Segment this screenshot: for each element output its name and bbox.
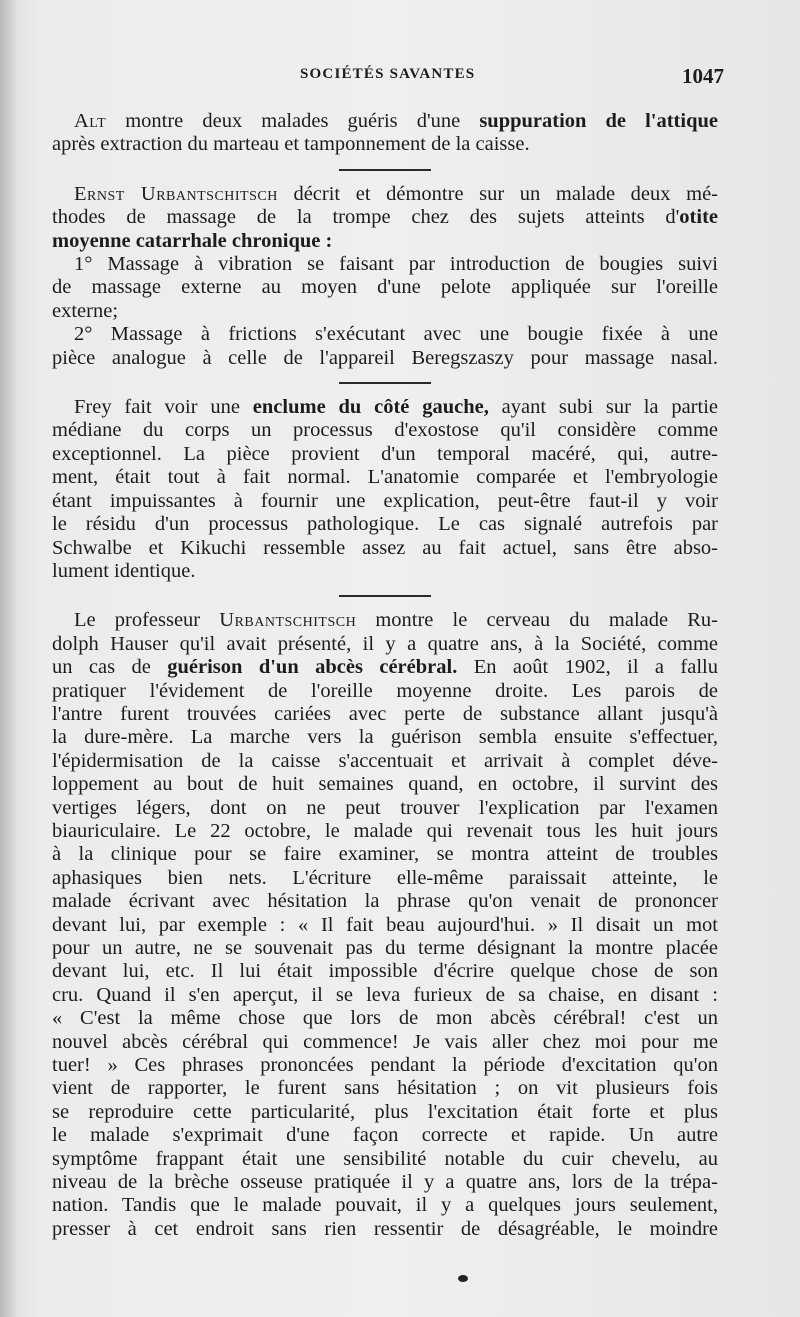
- text-line: vient de rapporter, le furent sans hésitation ; on vit plusieurs fois: [52, 1077, 718, 1100]
- text-line: nouvel abcès cérébral qui commence! Je vais aller chez moi pour me: [52, 1030, 718, 1053]
- text-line: [52, 206, 718, 229]
- paragraph-urbantschitsch-abces: [52, 609, 718, 1241]
- text-line: [52, 183, 718, 206]
- author-name: Alt: [74, 110, 107, 132]
- separator-rule: [339, 169, 431, 171]
- text-line: symptôme frappant était une sensibilité notable du cuir chevelu, au: [52, 1147, 718, 1170]
- text-line: le malade s'exprimait d'une façon correcte et rapide. Un autre: [52, 1124, 718, 1147]
- text-run: décrit et démontre sur un malade deux mé-: [277, 182, 719, 205]
- text-line: pièce analogue à celle de l'appareil Beregszaszy pour massage nasal.: [52, 346, 718, 369]
- text-line: devant lui, etc. Il lui était impossible d'écrire quelque chose de son: [52, 960, 718, 983]
- text-line: pour un autre, ne se souvenait pas du terme désignant la montre placée: [52, 937, 718, 959]
- text-line: pratiquer l'évidement de l'oreille moyenne droite. Les parois de: [52, 679, 718, 702]
- paragraph-massage-1: [52, 253, 718, 323]
- text-line: l'antre furent trouvées cariées avec perte de substance allant jusqu'à: [52, 702, 718, 725]
- text-line: à la clinique pour se faire examiner, se montra atteint de troubles: [52, 843, 718, 866]
- keyword-bold: suppuration de l'attique: [479, 110, 718, 132]
- text-line: se reproduire cette particularité, plus l'excitation était forte et plus: [52, 1100, 718, 1123]
- page-header: [0, 64, 800, 90]
- keyword-bold: enclume du côté gauche,: [252, 396, 489, 419]
- text-line: exceptionnel. La pièce provient d'un temporal macéré, qui, autre-: [52, 442, 718, 465]
- text-line: le résidu d'un processus pathologique. Le cas signalé autrefois par: [52, 513, 718, 536]
- text-line: niveau de la brèche osseuse pratiquée il y a quatre ans, lors de la trépa-: [52, 1171, 718, 1194]
- text-line: après extraction du marteau et tamponnement de la caisse.: [52, 133, 530, 156]
- text-line: tuer! » Ces phrases prononcées pendant la période d'excitation qu'on: [52, 1054, 718, 1077]
- text-line: lument identique.: [52, 559, 196, 582]
- text-line: [52, 656, 718, 679]
- text-line: dolph Hauser qu'il avait présenté, il y a quatre ans, à la Société, comme: [52, 632, 718, 655]
- text-line: « C'est la même chose que lors de mon abcès cérébral! c'est un: [52, 1007, 718, 1030]
- text-run: ayant subi sur la partie: [488, 396, 718, 419]
- text-run: En août 1902, il a fallu: [457, 656, 718, 679]
- text-line: l'épidermisation de la caisse s'accentuait et arrivait à complet déve-: [52, 749, 718, 772]
- author-name: Ernst Urbantschitsch: [74, 182, 278, 205]
- keyword-bold: otite: [679, 206, 718, 229]
- separator-rule: [339, 382, 431, 384]
- text-line: [52, 110, 718, 133]
- text-line: nation. Tandis que le malade pouvait, il y a quelques jours seulement,: [52, 1194, 718, 1217]
- text-line: 2° Massage à frictions s'exécutant avec une bougie fixée à une: [74, 323, 718, 346]
- separator-rule: [339, 595, 431, 597]
- text-line: la dure-mère. La marche vers la guérison sembla ensuite s'effectuer,: [52, 726, 718, 749]
- text-line: moyenne catarrhale chronique :: [52, 229, 333, 252]
- text-run: Le professeur: [74, 609, 220, 632]
- text-line: de massage externe au moyen d'une pelote appliquée sur l'oreille: [52, 276, 718, 299]
- text-line: vertiges légers, dont on ne peut trouver l'explication par l'examen: [52, 796, 718, 819]
- text-line: Schwalbe et Kikuchi ressemble assez au fait actuel, sans être abso-: [52, 536, 718, 559]
- text-run: thodes de massage de la trompe chez des sujets atteints d': [52, 206, 680, 229]
- text-column: [52, 110, 718, 1241]
- text-line: médiane du corps un processus d'exostose qu'il considère comme: [52, 419, 718, 442]
- text-line: devant lui, par exemple : « Il fait beau aujourd'hui. » Il disait un mot: [52, 913, 718, 936]
- paragraph-massage-2: [52, 323, 718, 370]
- paragraph-urbantschitsch-massage: [52, 183, 718, 253]
- text-line: aphasiques bien nets. L'écriture elle-même paraissait atteinte, le: [52, 866, 718, 889]
- text-run: un cas de: [52, 656, 168, 679]
- text-line: malade écrivant avec hésitation la phrase qu'on venait de prononcer: [52, 890, 718, 913]
- text-run: montre le cerveau du malade Ru-: [356, 609, 718, 632]
- text-run: montre deux malades guéris d'une: [106, 110, 480, 132]
- text-line: 1° Massage à vibration se faisant par introduction de bougies suivi: [74, 253, 718, 276]
- page-gutter-shadow: [0, 0, 18, 1317]
- text-line: [52, 609, 718, 632]
- text-line: cru. Quand il s'en aperçut, il se leva furieux de sa chaise, en disant :: [52, 983, 718, 1006]
- text-line: étant impuissantes à fournir une explication, peut-être faut-il y voir: [52, 489, 718, 512]
- text-line: ment, était tout à fait normal. L'anatomie comparée et l'embryologie: [52, 466, 718, 489]
- keyword-bold: guérison d'un abcès cérébral.: [167, 656, 458, 679]
- text-line: presser à cet endroit sans rien ressentir de désagréable, le moindre: [52, 1217, 718, 1240]
- running-head: SOCIÉTÉS SAVANTES: [300, 66, 476, 82]
- paragraph-alt: [52, 110, 718, 157]
- ink-mark: [458, 1275, 468, 1282]
- text-line: biauriculaire. Le 22 octobre, le malade qui revenait tous les huit jours: [52, 819, 718, 842]
- page-number: 1047: [682, 64, 724, 88]
- text-line: [52, 396, 718, 419]
- paragraph-frey: [52, 396, 718, 583]
- text-line: externe;: [52, 299, 119, 322]
- text-run: Frey fait voir une: [74, 396, 253, 419]
- text-line: loppement au bout de huit semaines quand, en octobre, il survint des: [52, 773, 718, 796]
- author-name: Urbantschitsch: [219, 609, 357, 632]
